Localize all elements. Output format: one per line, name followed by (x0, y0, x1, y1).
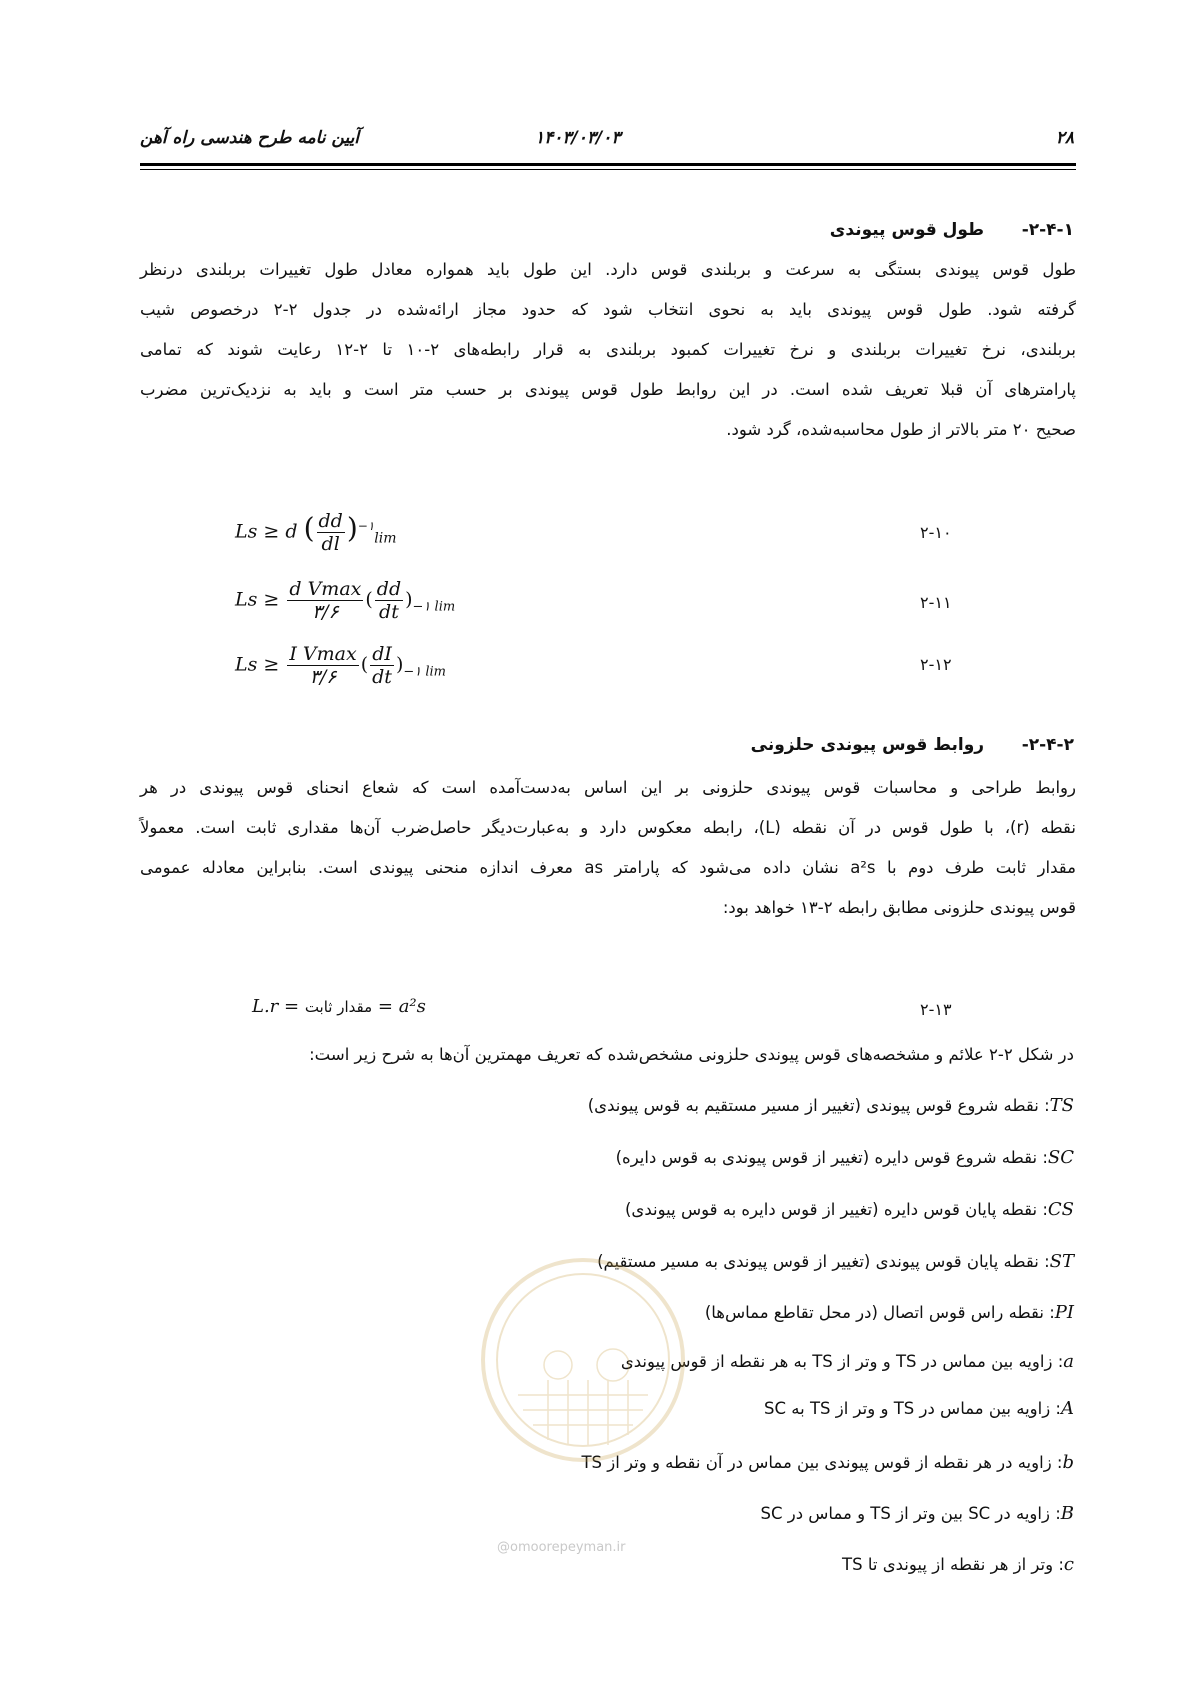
paragraph-line: پارامترهای آن قبلا تعریف شده است. در این روابط طول قوس پیوندی بر حسب متر است و باید به نزدیک‌ترین مضرب (140, 380, 1076, 399)
paragraph-line: قوس پیوندی حلزونی مطابق رابطه ۲-۱۳ خواهد بود: (722, 898, 1076, 917)
definition-text: : نقطه پایان قوس دایره (تغییر از قوس دایره به قوس پیوندی) (625, 1200, 1048, 1219)
header-rule-thin (140, 169, 1076, 170)
definition-text: : وتر از هر نقطه از پیوندی تا TS (842, 1555, 1064, 1574)
paragraph-line: صحیح ۲۰ متر بالاتر از طول محاسبه‌شده، گرد شود. (726, 420, 1076, 439)
equation-2-11: Ls ≥ $\frac{\text{d Vmax}}{۳/۶}$ ( $\frac{dd}{dt}$ )$_{-۱ lim}$ (235, 578, 456, 623)
definitions-intro: در شکل ۲-۲ علائم و مشخصه‌های قوس پیوندی حلزونی مشخص‌شده که تعریف مهمترین آن‌ها به شرح زیر است: (309, 1045, 1074, 1064)
definition-symbol: B (1060, 1503, 1074, 1524)
definition-text: : زاویه در هر نقطه از قوس پیوندی بین مماس در آن نقطه و وتر از TS (581, 1453, 1063, 1472)
section-title: طول قوس پیوندی (829, 220, 985, 240)
section-title: روابط قوس پیوندی حلزونی (750, 735, 985, 755)
definition-symbol: PI (1054, 1302, 1074, 1323)
definition-text: : زاویه بین مماس در TS و وتر از TS به SC (764, 1399, 1061, 1418)
equation-fraction: $\frac{dd}{dt}$ (376, 578, 402, 623)
equation-number: ۲-۱۲ (920, 655, 952, 674)
definition-pi (705, 1302, 1074, 1323)
equation-fraction: $\frac{dI}{dt}$ (372, 643, 392, 688)
definition-text: : نقطه شروع قوس پیوندی (تغییر از مسیر مستقیم به قوس پیوندی) (587, 1096, 1050, 1115)
equation-fraction: $\frac{\text{d Vmax}}{۳/۶}$ (289, 578, 362, 623)
equation-lhs: Ls ≥ d (235, 520, 298, 543)
section-number: ۲-۴-۱- (1021, 220, 1074, 240)
definition-text: : زاویه در SC بین وتر از TS و مماس در SC (760, 1504, 1061, 1523)
header-rule-thick (140, 163, 1076, 166)
definition-symbol: TS (1049, 1095, 1074, 1116)
definition-a-lower (621, 1351, 1074, 1372)
paragraph-line: طول قوس پیوندی بستگی به سرعت و بربلندی قوس دارد. این طول باید همواره معادل طول تغییرات بربلندی درنظر (140, 260, 1076, 279)
definition-symbol: c (1063, 1554, 1074, 1575)
definition-c (842, 1554, 1074, 1575)
equation-number: ۲-۱۱ (920, 593, 952, 612)
paragraph-line: بربلندی، نرخ تغییرات بربلندی و نرخ تغییرات کمبود بربلندی به قرار رابطه‌های ۲-۱۰ تا ۲-۱۲ رعایت شوند که تمامی (140, 340, 1077, 359)
definition-symbol: SC (1047, 1147, 1074, 1168)
section-2-paragraph (140, 768, 1076, 928)
watermark-logo-icon (478, 1255, 688, 1465)
watermark-site: @omoorepeyman.ir (497, 1540, 626, 1555)
section-number: ۲-۴-۲- (1021, 735, 1074, 755)
paragraph-line: مقدار ثابت طرف دوم با a²s نشان داده می‌شود که پارامتر as معرف اندازه منحنی پیوندی است. بنابراین معادله عمومی (140, 858, 1076, 877)
paragraph-line: نقطه (r)، با طول قوس در آن نقطه (L)، رابطه معکوس دارد و به‌عبارت‌دیگر حاصل‌ضرب آن‌ها مقداری ثابت است. معمولاً (140, 818, 1076, 837)
section-heading-1 (830, 220, 1074, 240)
definition-text: : نقطه پایان قوس پیوندی (تغییر از قوس پیوندی به مسیر مستقیم) (597, 1252, 1050, 1271)
paragraph-line: گرفته شود. طول قوس پیوندی باید به نحوی انتخاب شود که حدود مجاز ارائه‌شده در جدول ۲-۲ درخصوص شیب (140, 300, 1077, 319)
equation-number: ۲-۱۰ (920, 523, 952, 542)
section-heading-2 (751, 735, 1074, 755)
definition-text: : نقطه شروع قوس دایره (تغییر از قوس پیوندی به قوس دایره) (615, 1148, 1048, 1167)
equation-number: ۲-۱۳ (920, 1000, 952, 1019)
definition-symbol: A (1061, 1398, 1074, 1419)
definition-symbol: ST (1049, 1251, 1074, 1272)
definition-symbol: CS (1047, 1199, 1074, 1220)
equation-2-12: Ls ≥ $\frac{\text{I Vmax}}{۳/۶}$ ( $\frac{dI}{dt}$ )$_{-۱ lim}$ (235, 643, 447, 688)
definition-a-upper (764, 1398, 1074, 1419)
equation-2-13: L.r = مقدار ثابت = a²s (252, 996, 426, 1017)
definition-b-upper (760, 1503, 1074, 1524)
section-1-paragraph (140, 250, 1076, 450)
definition-text: : زاویه بین مماس در TS و وتر از TS به هر نقطه از قوس پیوندی (620, 1352, 1064, 1371)
header-doc-title: آیین نامه طرح هندسی راه آهن (140, 128, 360, 148)
definition-symbol: a (1063, 1351, 1074, 1372)
definition-text: : نقطه راس قوس اتصال (در محل تقاطع مماس‌ها) (704, 1303, 1055, 1322)
definition-symbol: b (1062, 1452, 1074, 1473)
equation-fraction: $\frac{dd}{dl}$ (318, 510, 343, 555)
equation-fraction: $\frac{\text{I Vmax}}{۳/۶}$ (289, 643, 357, 688)
page-number: ۲۸ (1055, 128, 1074, 148)
paragraph-line: روابط طراحی و محاسبات قوس پیوندی حلزونی بر این اساس به‌دست‌آمده است که شعاع انحنای قوس پیوندی در هر (140, 778, 1076, 797)
definition-sc (616, 1147, 1074, 1168)
header-date: ۱۴۰۳/۰۳/۰۳ (535, 128, 621, 148)
definition-cs (625, 1199, 1074, 1220)
definition-ts (588, 1095, 1074, 1116)
equation-2-10: Ls ≥ d ( $\frac{dd}{dl}$ )$^{-۱}_{lim}$ (235, 510, 397, 555)
